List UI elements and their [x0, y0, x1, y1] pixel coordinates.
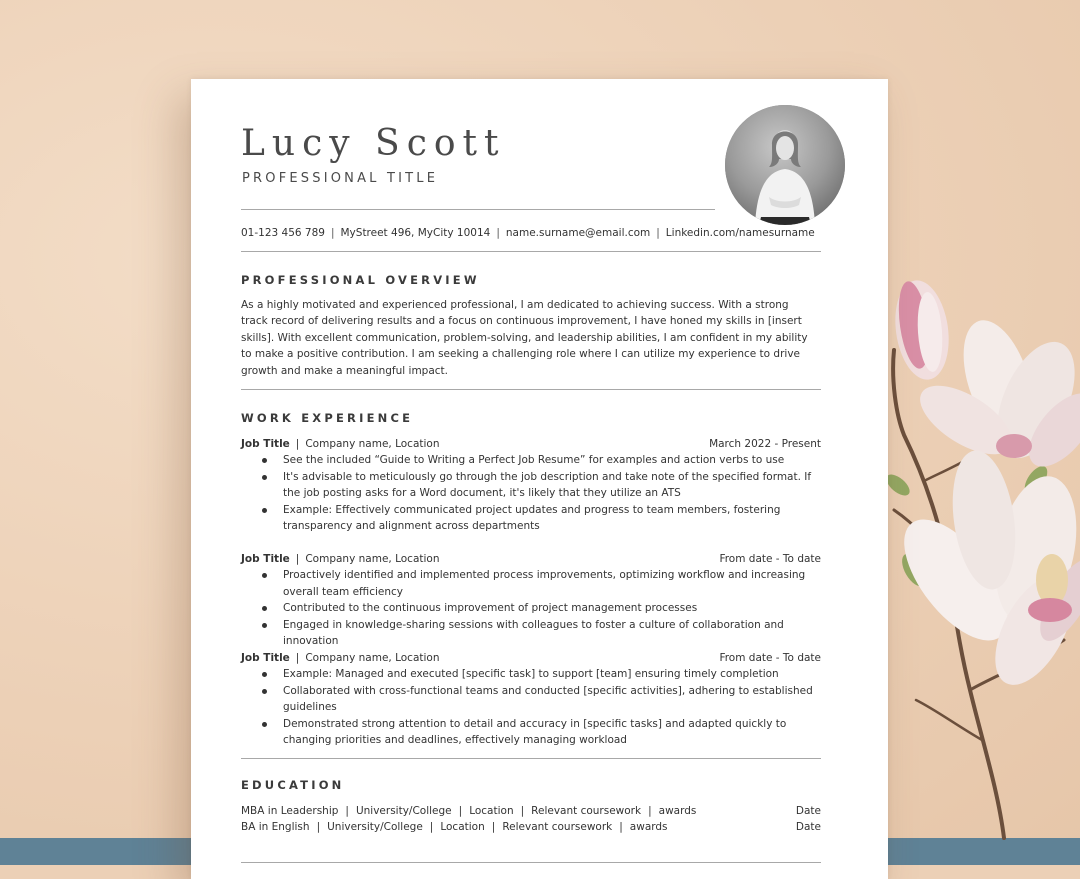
education-entry — [241, 819, 821, 835]
job-separator: | — [295, 553, 300, 565]
professional-title: PROFESSIONAL TITLE — [242, 171, 439, 186]
job-bullet-text: Engaged in knowledge-sharing sessions with colleagues to foster a culture of collaboration and innovation — [283, 618, 784, 648]
edu-degree: MBA in Leadership — [241, 805, 339, 817]
job-company: Company name, Location — [305, 553, 440, 565]
job-entry — [241, 650, 821, 748]
bullet-dot — [262, 606, 267, 611]
job-date: From date - To date — [719, 652, 821, 664]
resume-name: Lucy Scott — [241, 123, 506, 164]
contact-divider — [241, 251, 821, 252]
education-heading: EDUCATION — [241, 778, 345, 792]
job-bullet-text: It's advisable to meticulously go through the job description and take note of the specified format. If the job posting asks for a Word document, it's likely that they utilize an ATS — [283, 470, 812, 500]
bullet-dot — [262, 458, 267, 463]
bullet-dot — [262, 672, 267, 677]
edu-school: University/College — [327, 821, 423, 834]
edu-school: University/College — [355, 805, 452, 817]
work-heading: WORK EXPERIENCE — [241, 411, 414, 425]
job-header — [241, 650, 821, 666]
profile-photo — [725, 105, 845, 225]
contact-line — [241, 227, 815, 239]
magnolia-bud — [889, 277, 954, 383]
job-bullet — [241, 617, 821, 650]
bullet-dot — [262, 508, 267, 513]
job-bullet-text: Example: Managed and executed [specific task] to support [team] ensuring timely completion — [283, 668, 779, 681]
job-bullet-text: Example: Effectively communicated project updates and progress to team members, fostering transparency and alignment across departments — [283, 503, 781, 533]
contact-address: MyStreet 496, MyCity 10014 — [340, 227, 491, 239]
job-bullet-text: Contributed to the continuous improvement of project management processes — [283, 602, 698, 615]
magnolia-flower-image — [886, 270, 1080, 865]
job-bullets — [241, 452, 821, 534]
education-list — [241, 803, 821, 836]
education-divider — [241, 862, 821, 863]
resume-page — [191, 79, 888, 879]
edu-degree: BA in English — [241, 821, 310, 834]
job-bullets — [241, 666, 821, 748]
edu-separator: | — [345, 805, 349, 817]
job-bullet-text: Collaborated with cross-functional teams and conducted [specific activities], adhering to established guidelines — [283, 684, 813, 714]
edu-date: Date — [795, 821, 821, 834]
contact-separator: | — [656, 227, 660, 239]
job-company: Company name, Location — [305, 652, 440, 664]
job-company: Company name, Location — [305, 438, 440, 450]
education-entry — [241, 803, 821, 819]
edu-separator: | — [648, 805, 652, 817]
bullet-dot — [262, 573, 267, 578]
edu-coursework: Relevant coursework — [531, 805, 642, 817]
contact-email: name.surname@email.com — [505, 227, 651, 239]
job-bullet — [241, 683, 821, 716]
contact-phone: 01-123 456 789 — [241, 227, 325, 239]
job-bullet — [241, 469, 821, 502]
job-separator: | — [295, 438, 300, 450]
edu-separator: | — [458, 805, 463, 817]
job-header — [241, 436, 821, 452]
job-bullet — [241, 716, 821, 749]
edu-separator: | — [520, 805, 525, 817]
magnolia-blossom-lower — [886, 447, 1080, 698]
edu-awards: awards — [629, 821, 668, 834]
edu-separator: | — [491, 821, 496, 834]
job-title: Job Title — [241, 553, 290, 565]
edu-separator: | — [619, 821, 623, 834]
overview-heading: PROFESSIONAL OVERVIEW — [241, 273, 480, 287]
job-date: From date - To date — [719, 553, 821, 565]
job-bullet-text: Demonstrated strong attention to detail and accuracy in [specific tasks] and adapted quickly to changing priorities and deadlines, effectively managing workload — [283, 717, 787, 747]
job-bullet — [241, 502, 821, 535]
job-bullet — [241, 666, 821, 682]
job-bullet — [241, 567, 821, 600]
header-divider — [241, 209, 715, 210]
overview-text: As a highly motivated and experienced professional, I am dedicated to achieving success. With a strong track record of delivering results and a focus on continuous improvement, I have honed my skills in [insert skills]. With excellent communication, problem-solving, and leadership abilities, I am confident in my ability to make a positive contribution. I am seeking a challenging role where I can utilize my experience to drive growth and make a meaningful impact. — [241, 299, 808, 377]
job-bullet-text: See the included “Guide to Writing a Perfect Job Resume” for examples and action verbs to use — [283, 454, 785, 467]
job-bullets — [241, 567, 821, 649]
bullet-dot — [262, 689, 267, 694]
job-separator: | — [295, 652, 300, 664]
edu-separator: | — [429, 821, 434, 834]
edu-separator: | — [316, 821, 321, 834]
edu-awards: awards — [658, 805, 697, 817]
job-date: March 2022 - Present — [709, 438, 821, 450]
job-header — [241, 551, 821, 567]
contact-separator: | — [330, 227, 335, 239]
edu-coursework: Relevant coursework — [502, 821, 613, 834]
edu-location: Location — [440, 821, 485, 834]
job-title: Job Title — [241, 438, 290, 450]
job-entry — [241, 436, 821, 534]
contact-separator: | — [496, 227, 500, 239]
job-bullet-text: Proactively identified and implemented process improvements, optimizing workflow and increasing overall team efficiency — [283, 569, 806, 598]
job-bullet — [241, 452, 821, 468]
bullet-dot — [262, 475, 267, 480]
job-title: Job Title — [241, 652, 290, 664]
edu-location: Location — [469, 805, 514, 817]
overview-divider — [241, 389, 821, 390]
job-bullet — [241, 600, 821, 616]
bullet-dot — [262, 722, 267, 727]
contact-linkedin: Linkedin.com/namesurname — [665, 227, 815, 239]
job-entry — [241, 551, 821, 649]
work-divider — [241, 758, 821, 759]
bullet-dot — [262, 623, 267, 628]
edu-date: Date — [795, 805, 821, 817]
